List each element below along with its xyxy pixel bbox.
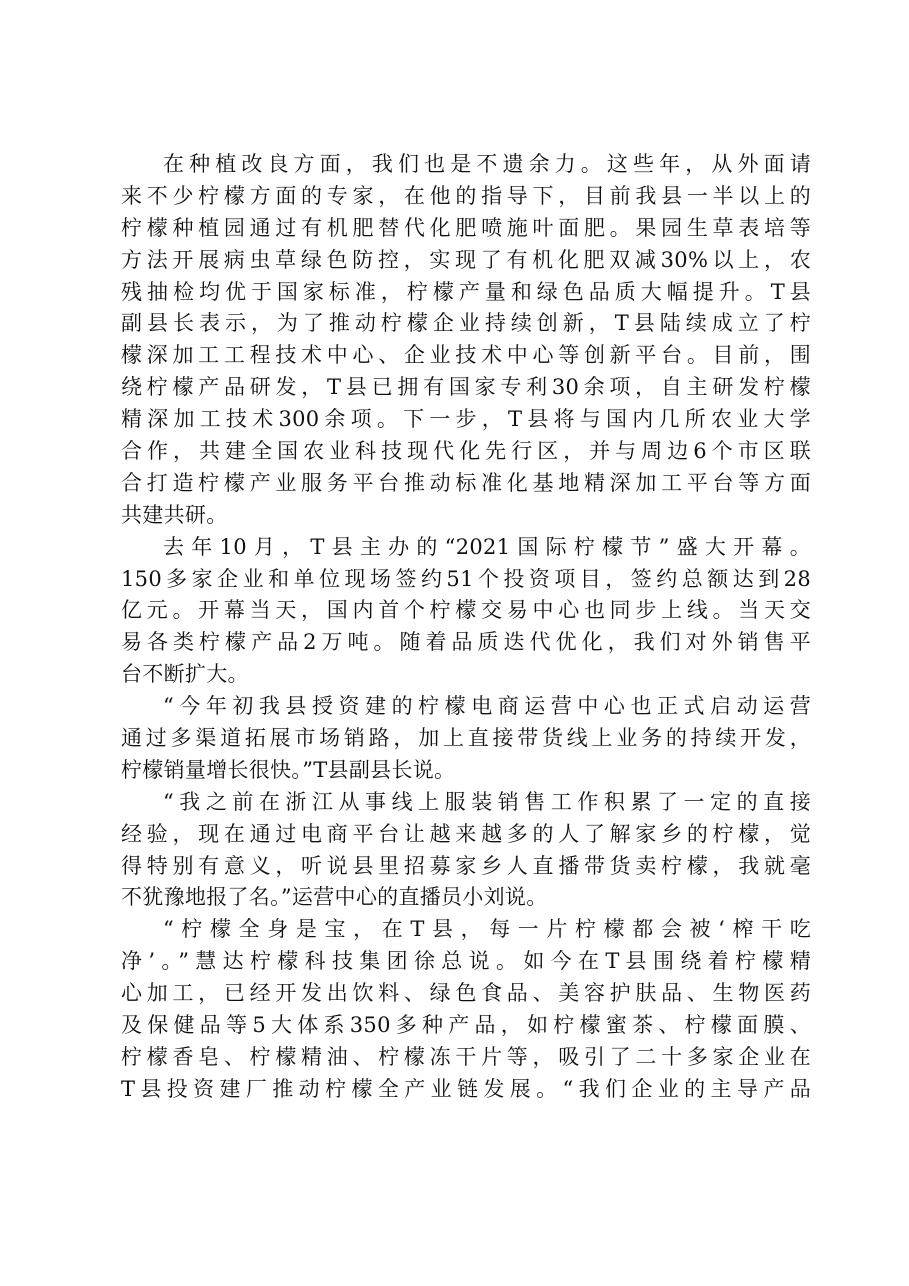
text-line: “我之前在浙江从事线上服装销售工作积累了一定的直接 (163, 789, 811, 814)
text-line: 150多家企业和单位现场签约51个投资项目，签约总额达到28 (121, 566, 811, 591)
text-line: 及保健品等5大体系350多种产品，如柠檬蜜茶、柠檬面膜、 (121, 1013, 811, 1038)
text-line: “今年初我县授资建的柠檬电商运营中心也正式启动运营 (163, 694, 811, 719)
text-line: 残抽检均优于国家标准，柠檬产量和绿色品质大幅提升。T县 (121, 279, 811, 304)
text-line: 精深加工技术300余项。下一步，T县将与国内几所农业大学 (121, 407, 811, 432)
text-line: 合作，共建全国农业科技现代化先行区，并与周边6个市区联 (121, 439, 811, 464)
article-body (121, 149, 811, 1106)
text-line: T县投资建厂推动柠檬全产业链发展。“我们企业的主导产品 (121, 1076, 811, 1101)
paragraph-lemon-products (121, 914, 811, 1105)
text-line: 心加工，已经开发出饮料、绿色食品、美容护肤品、生物医药 (121, 981, 811, 1006)
paragraph-planting (121, 149, 811, 532)
text-line: 柠檬香皂、柠檬精油、柠檬冻干片等，吸引了二十多家企业在 (121, 1044, 811, 1069)
text-line: 副县长表示，为了推动柠檬企业持续创新，T县陆续成立了柠 (121, 311, 811, 336)
text-line: “柠檬全身是宝，在T县，每一片柠檬都会被‘榨干吃 (163, 917, 811, 942)
text-line: 方法开展病虫草绿色防控，实现了有机化肥双减30%以上，农 (121, 247, 811, 272)
text-line: 柠檬销量增长很快。”T县副县长说。 (121, 757, 456, 782)
text-line: 得特别有意义，听说县里招募家乡人直播带货卖柠檬，我就毫 (121, 853, 811, 878)
text-line: 台不断扩大。 (121, 662, 249, 687)
text-line: 柠檬种植园通过有机肥替代化肥喷施叶面肥。果园生草表培等 (121, 215, 811, 240)
text-line: 易各类柠檬产品2万吨。随着品质迭代优化，我们对外销售平 (121, 630, 811, 655)
paragraph-livestreamer (121, 787, 811, 915)
text-line: 合打造柠檬产业服务平台推动标准化基地精深加工平台等方面 (121, 470, 811, 495)
text-line: 不犹豫地报了名。”运营中心的直播员小刘说。 (121, 885, 548, 910)
text-line: 在种植改良方面，我们也是不遗余力。这些年，从外面请 (163, 152, 811, 176)
text-line: 亿元。开幕当天，国内首个柠檬交易中心也同步上线。当天交 (121, 598, 811, 623)
paragraph-ecommerce-center (121, 691, 811, 787)
text-line: 通过多渠道拓展市场销路，加上直接带货线上业务的持续开发， (121, 726, 811, 751)
text-line: 去年10月，T县主办的“2021国际柠檬节”盛大开幕。 (163, 534, 811, 559)
text-line: 经验，现在通过电商平台让越来越多的人了解家乡的柠檬，觉 (121, 821, 811, 846)
text-line: 檬深加工工程技术中心、企业技术中心等创新平台。目前，围 (121, 343, 811, 368)
text-line: 绕柠檬产品研发，T县已拥有国家专利30余项，自主研发柠檬 (121, 375, 811, 400)
paragraph-lemon-festival (121, 532, 811, 691)
text-line: 共建共研。 (121, 502, 228, 527)
text-line: 来不少柠檬方面的专家，在他的指导下，目前我县一半以上的 (121, 183, 811, 208)
text-line: 净’。”慧达柠檬科技集团徐总说。如今在T县围绕着柠檬精 (121, 949, 811, 974)
